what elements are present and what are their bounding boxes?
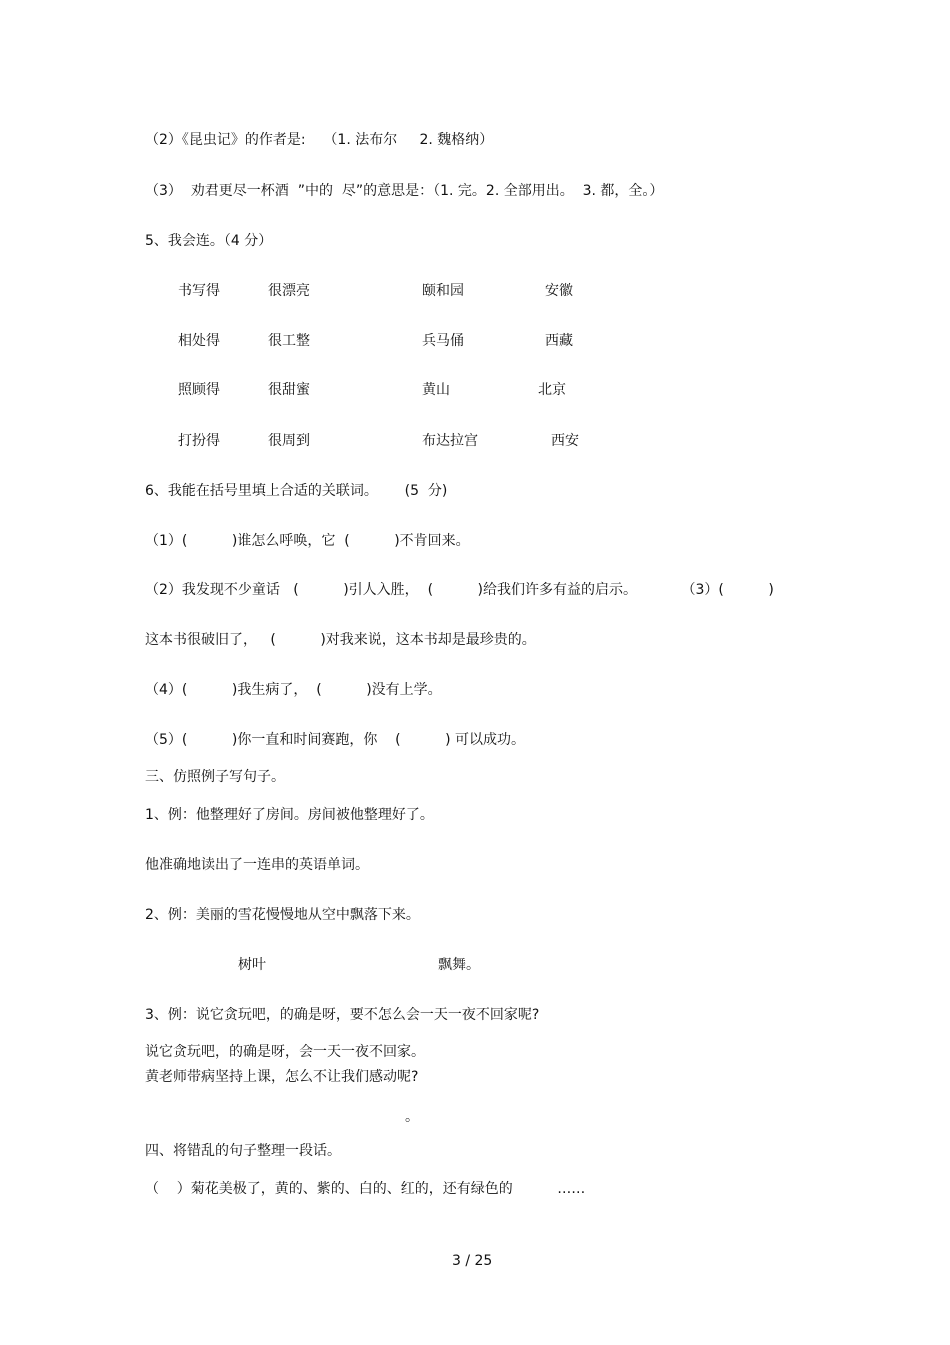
- q5-row-2-province: 西藏: [545, 333, 573, 349]
- q5-row-4-mid: 很周到: [268, 433, 310, 449]
- q5-row-1-mid: 很漂亮: [268, 283, 310, 299]
- q5-row-2-left: 相处得: [178, 333, 220, 349]
- s3-example-1: 1、例：他整理好了房间。房间被他整理好了。: [145, 807, 434, 823]
- s3-task-2-right: 飘舞。: [438, 957, 480, 973]
- s3-example-3-line-2: 说它贪玩吧，的确是呀，会一天一夜不回家。: [145, 1044, 425, 1060]
- q5-row-4-left: 打扮得: [178, 433, 220, 449]
- q6-item-1: （1）( )谁怎么呼唤，它 ( )不肯回来。: [145, 533, 470, 549]
- q5-row-1-place: 颐和园: [422, 283, 464, 299]
- q6-item-2: （2）我发现不少童话 ( )引人入胜， ( )给我们许多有益的启示。 （3）( ): [145, 582, 774, 598]
- q5-row-3-province: 北京: [538, 382, 566, 398]
- q4-item-3: （3） 劝君更尽一杯酒 ”中的 尽”的意思是：（1. 完。2. 全部用出。 3. 都，全。）: [145, 183, 664, 199]
- q6-item-4: （4）( )我生病了， ( )没有上学。: [145, 682, 442, 698]
- s3-task-1: 他准确地读出了一连串的英语单词。: [145, 857, 369, 873]
- section-4-heading: 四、将错乱的句子整理一段话。: [145, 1143, 341, 1159]
- q5-row-1-left: 书写得: [178, 283, 220, 299]
- q5-row-3-left: 照顾得: [178, 382, 220, 398]
- q6-heading: 6、我能在括号里填上合适的关联词。 (5 分): [145, 483, 448, 499]
- q6-item-5: （5）( )你一直和时间赛跑，你 ( ) 可以成功。: [145, 732, 526, 748]
- section-3-heading: 三、仿照例子写句子。: [145, 769, 285, 785]
- s3-task-3: 黄老师带病坚持上课，怎么不让我们感动呢?: [145, 1069, 419, 1085]
- q4-item-2: （2）《昆虫记》的作者是: （1. 法布尔 2. 魏格纳）: [145, 132, 494, 148]
- s4-item-1: （ ）菊花美极了，黄的、紫的、白的、红的，还有绿色的 ……: [145, 1181, 586, 1197]
- q5-row-2-place: 兵马俑: [422, 333, 464, 349]
- q5-row-4-province: 西安: [551, 433, 579, 449]
- s3-task-2-left: 树叶: [238, 957, 266, 973]
- s3-task-3-end: 。: [405, 1109, 419, 1125]
- q5-row-2-mid: 很工整: [268, 333, 310, 349]
- q5-heading: 5、我会连。（4 分）: [145, 233, 273, 249]
- page-number: 3 / 25: [452, 1253, 493, 1269]
- q5-row-1-province: 安徽: [545, 283, 573, 299]
- q5-row-4-place: 布达拉宫: [422, 433, 478, 449]
- q5-row-3-mid: 很甜蜜: [268, 382, 310, 398]
- q6-item-3-cont: 这本书很破旧了， ( )对我来说，这本书却是最珍贵的。: [145, 632, 536, 648]
- q5-row-3-place: 黄山: [422, 382, 450, 398]
- s3-example-3: 3、例：说它贪玩吧，的确是呀，要不怎么会一天一夜不回家呢?: [145, 1007, 540, 1023]
- s3-example-2: 2、例：美丽的雪花慢慢地从空中飘落下来。: [145, 907, 420, 923]
